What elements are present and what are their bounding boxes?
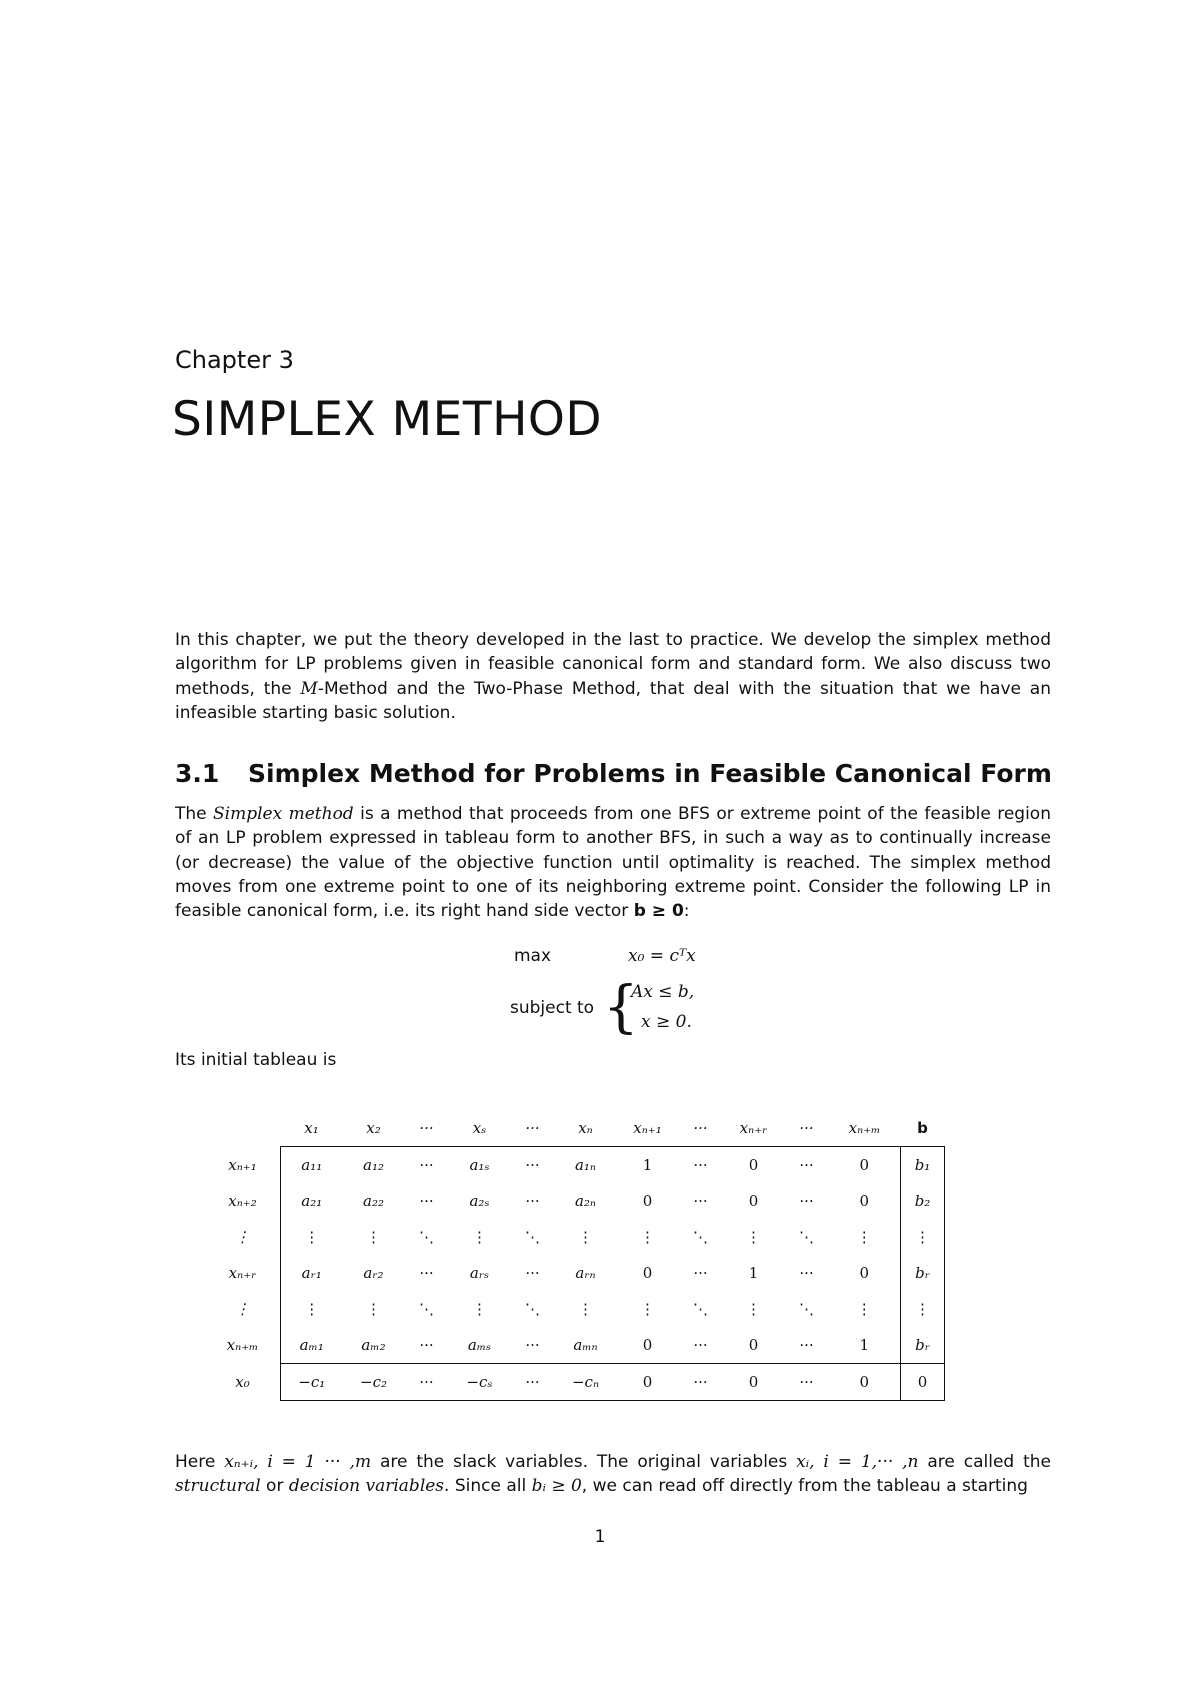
chapter-title: SIMPLEX METHOD: [172, 392, 603, 447]
tableau-cell: 0: [829, 1364, 901, 1401]
tableau-cell: ···: [693, 1192, 708, 1210]
tableau-header-cell: xₙ₊ₘ: [848, 1119, 881, 1137]
tableau-cell: 0: [748, 1336, 759, 1354]
tableau-cell: ···: [419, 1192, 434, 1210]
tableau-cell: ⋮: [640, 1300, 655, 1318]
m-symbol: M: [300, 678, 318, 699]
tableau-cell: a₁₂: [343, 1147, 405, 1184]
tableau-cell: −cₛ: [449, 1364, 511, 1401]
tableau-cell: 0: [642, 1336, 653, 1354]
tableau-cell: ⋮: [856, 1228, 872, 1246]
tableau-cell: ⋮: [472, 1228, 487, 1246]
tableau-cell: ⋱: [525, 1300, 540, 1318]
tableau-header-row: [205, 1110, 945, 1147]
tableau-cell: ⋮: [578, 1228, 593, 1246]
tableau-cell: ⋮: [366, 1228, 381, 1246]
tableau-cell: ···: [511, 1364, 555, 1401]
tableau-row-label: xₙ₊ᵣ: [228, 1264, 257, 1282]
tableau-cell: a₁ₙ: [555, 1147, 617, 1184]
tableau-cell: ···: [785, 1147, 829, 1184]
tableau-cell: 0: [642, 1264, 653, 1282]
tableau-cell: 0: [901, 1364, 945, 1401]
tableau-row-label: xₙ₊₁: [228, 1155, 257, 1174]
tableau-cell: ⋱: [419, 1228, 434, 1246]
tableau-cell: ⋮: [578, 1300, 593, 1318]
tableau-cell: ⋮: [640, 1228, 655, 1246]
tableau-cell: ⋮: [281, 1219, 343, 1255]
emphasis-decision-variables: decision variables.: [288, 1476, 450, 1497]
tableau-cell: 0: [617, 1364, 679, 1401]
tableau-header-cell: ···: [525, 1119, 540, 1137]
tableau-cell: 0: [748, 1192, 759, 1210]
lp-max: max: [514, 946, 552, 966]
tableau-header-cell: xₙ₊₁: [633, 1119, 662, 1137]
tableau-cell: 1: [859, 1336, 870, 1354]
lp-constraint-2: x ≥ 0.: [641, 1012, 692, 1032]
tableau-cell: ···: [799, 1192, 814, 1210]
tableau-cell: a₁₁: [281, 1147, 343, 1184]
tableau-cell: −c₁: [281, 1364, 343, 1401]
tableau-objective-row: [205, 1364, 945, 1401]
tableau-cell: aᵣ₁: [281, 1255, 343, 1291]
lp-subject-to: subject to: [510, 998, 595, 1018]
chapter-label: Chapter 3: [175, 346, 294, 374]
tableau-cell: aₘ₂: [361, 1336, 386, 1354]
tableau-cell: ⋱: [693, 1228, 708, 1246]
tableau-cell: 0: [642, 1192, 653, 1210]
tableau-cell: 0: [859, 1192, 870, 1210]
tableau-cell: b₂: [901, 1183, 945, 1219]
tableau-cell: ⋱: [419, 1300, 434, 1318]
intro-paragraph: In this chapter, we put the theory developed in the last to practice. We develop the simplex method algorithm for LP problems given in feasible canonical form and standard form. We also discuss two methods, the M-Method and the Two-Phase Method, that deal with the situation that we have an infeasible starting basic solution.: [175, 630, 1051, 723]
tableau-cell: ⋮: [746, 1300, 761, 1318]
tableau-cell: ···: [525, 1192, 540, 1210]
tableau-header-cell: x₂: [366, 1119, 381, 1137]
section-paragraph: The Simplex method is a method that proceeds from one BFS or extreme point of the feasible region of an LP problem expressed in tableau form to another BFS, in such a way as to continually increase (or decrease) the value of the objective function until optimality is reached. The simplex method moves from one extreme point to one of its neighboring extreme point. Consider the following LP in feasible canonical form, i.e. its right hand side vector b ≥ 0:: [175, 804, 1051, 922]
tableau-cell: aᵣₛ: [469, 1264, 490, 1282]
tableau-cell: aᵣₙ: [575, 1264, 596, 1282]
tableau-header-cell: ···: [693, 1119, 708, 1137]
lp-objective: x₀ = cᵀx: [628, 946, 696, 966]
tableau-header-cell: ···: [799, 1119, 814, 1137]
tableau-cell: aᵣ₂: [363, 1264, 384, 1282]
tableau-cell: ⋮: [366, 1300, 381, 1318]
tableau-row: [205, 1327, 945, 1364]
left-brace-icon: {: [603, 975, 639, 1040]
tableau-header-cell: xₛ: [472, 1119, 487, 1137]
tableau-header-cell: x₁: [304, 1119, 319, 1137]
tableau-row-label: ⋮: [235, 1228, 250, 1246]
tableau-cell: b₁: [901, 1147, 945, 1184]
tableau-row: [205, 1219, 945, 1255]
section-number: 3.1: [175, 759, 220, 788]
tableau-cell: ···: [799, 1264, 814, 1282]
tableau-cell: −c₂: [343, 1364, 405, 1401]
tableau-cell: 1: [748, 1264, 759, 1282]
tableau-row: [205, 1291, 945, 1327]
tableau-cell: ···: [679, 1147, 723, 1184]
tableau-cell: ···: [405, 1364, 449, 1401]
tableau-cell: 0: [723, 1364, 785, 1401]
tableau-cell: ⋮: [746, 1228, 761, 1246]
tableau-cell: a₂₂: [363, 1192, 384, 1210]
page-number: 1: [594, 1527, 606, 1547]
tableau-cell: ···: [525, 1264, 540, 1282]
tableau-cell: aₘ₁: [281, 1327, 343, 1364]
tableau-row-label: xₙ₊₂: [228, 1192, 257, 1210]
tableau-cell: ···: [799, 1336, 814, 1354]
tableau-cell: ···: [693, 1336, 708, 1354]
tableau-cell: 1: [617, 1147, 679, 1184]
tableau-header-cell: ···: [419, 1119, 434, 1137]
tableau-cell: ⋮: [901, 1219, 945, 1255]
tableau-cell: aₘₙ: [573, 1336, 598, 1354]
emphasis-simplex-method: Simplex method: [213, 804, 354, 824]
tableau-intro: Its initial tableau is: [175, 1050, 337, 1070]
lp-constraint-1: Ax ≤ b,: [631, 982, 695, 1002]
tableau-cell: ···: [511, 1147, 555, 1184]
tableau-cell: bᵣ: [901, 1255, 945, 1291]
simplex-tableau: [205, 1110, 945, 1401]
tableau-cell: aₘₛ: [467, 1336, 492, 1354]
tableau-cell: ···: [405, 1147, 449, 1184]
tableau-cell: ⋱: [799, 1228, 814, 1246]
tableau-cell: ⋱: [693, 1300, 708, 1318]
tableau-header-cell: xₙ: [578, 1119, 593, 1137]
tableau-cell: ···: [525, 1336, 540, 1354]
tableau-cell: ···: [679, 1364, 723, 1401]
tableau-row: [205, 1147, 945, 1184]
tableau-header-cell: b: [917, 1119, 928, 1137]
tableau-corner: [205, 1110, 281, 1147]
tableau-cell: a₂ₙ: [574, 1192, 597, 1210]
after-paragraph: Here xₙ₊ᵢ, i = 1 ··· ,m are the slack variables. The original variables xᵢ, i = 1,··· ,n are called the structural or decision variables. Since all bᵢ ≥ 0, we can read off directly from the tableau a starting: [175, 1452, 1051, 1497]
rhs-condition: b ≥ 0: [633, 901, 684, 922]
tableau-cell: ···: [785, 1364, 829, 1401]
tableau-row-label: x₀: [235, 1373, 250, 1391]
tableau-cell: ···: [419, 1264, 434, 1282]
tableau-cell: ⋱: [525, 1228, 540, 1246]
section-heading: [175, 759, 1052, 788]
tableau-cell: ⋮: [281, 1291, 343, 1327]
tableau-cell: ⋱: [799, 1300, 814, 1318]
tableau-row-label: ⋮: [235, 1300, 250, 1318]
tableau-row: [205, 1183, 945, 1219]
tableau-cell: a₂ₛ: [469, 1192, 490, 1210]
tableau-cell: 0: [859, 1264, 870, 1282]
tableau-cell: ···: [419, 1336, 434, 1354]
section-title: Simplex Method for Problems in Feasible Canonical Form: [248, 759, 1052, 788]
lp-formulation: [500, 938, 740, 1038]
tableau-cell: ⋮: [856, 1300, 872, 1318]
tableau-cell: 0: [723, 1147, 785, 1184]
tableau-cell: a₂₁: [281, 1183, 343, 1219]
tableau-cell: 0: [829, 1147, 901, 1184]
tableau-cell: ⋮: [472, 1300, 487, 1318]
tableau-cell: ⋮: [901, 1291, 945, 1327]
tableau-cell: a₁ₛ: [449, 1147, 511, 1184]
tableau-row-label: xₙ₊ₘ: [226, 1336, 259, 1355]
tableau-header-cell: xₙ₊ᵣ: [739, 1119, 768, 1137]
tableau-cell: −cₙ: [555, 1364, 617, 1401]
emphasis-structural: structural: [175, 1476, 261, 1497]
tableau-row: [205, 1255, 945, 1291]
tableau-cell: bᵣ: [901, 1327, 945, 1364]
tableau-cell: ···: [693, 1264, 708, 1282]
